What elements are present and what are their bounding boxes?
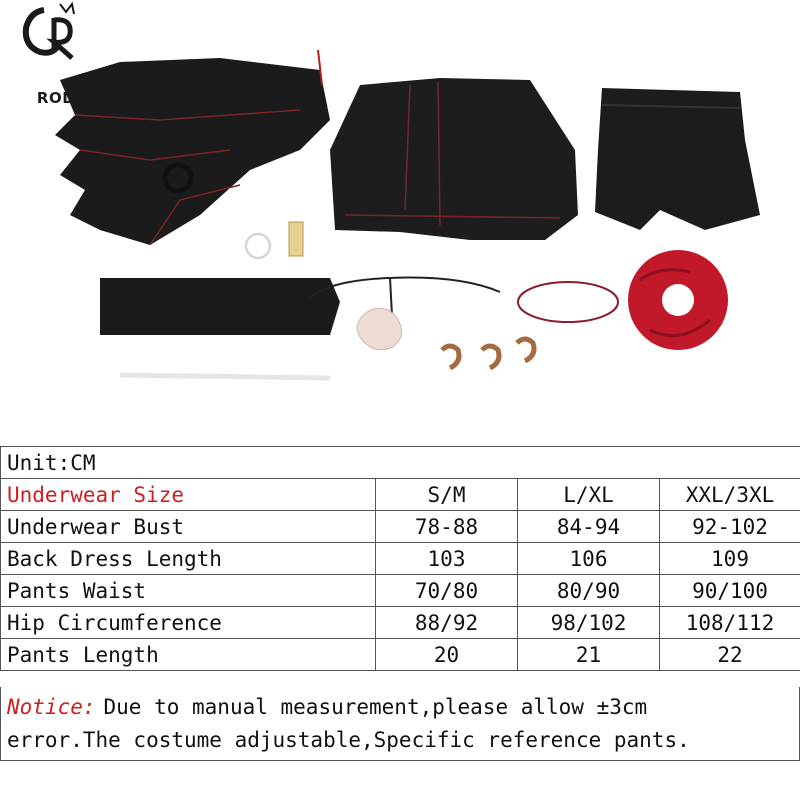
header-label: Underwear Size <box>1 479 376 511</box>
rolecos-logo-icon <box>0 0 110 90</box>
table-cell: 22 <box>660 639 800 671</box>
notice-line-1 <box>7 691 799 724</box>
table-cell: 80/90 <box>518 575 660 607</box>
row-label: Pants Length <box>1 639 376 671</box>
table-cell: 108/112 <box>660 607 800 639</box>
notice-text-2: error.The costume adjustable,Specific reference pants. <box>7 728 690 752</box>
table-cell: 90/100 <box>660 575 800 607</box>
table-cell: 20 <box>376 639 518 671</box>
bra-strap <box>120 375 330 378</box>
unit-label: Unit:CM <box>1 447 800 479</box>
table-row <box>1 575 800 607</box>
nipple-cover <box>357 308 402 350</box>
hair-clips <box>289 222 303 256</box>
header-row <box>1 479 800 511</box>
black-headband-item <box>100 278 340 335</box>
row-label: Underwear Bust <box>1 511 376 543</box>
table-row <box>1 607 800 639</box>
table-row <box>1 543 800 575</box>
unit-row <box>1 447 800 479</box>
table-cell: 98/102 <box>518 607 660 639</box>
size-chart-table <box>0 446 800 671</box>
row-label: Pants Waist <box>1 575 376 607</box>
notice-text-1: Due to manual measurement,please allow ±3cm <box>103 695 648 719</box>
clear-ring <box>246 234 270 258</box>
notice-label: Notice: <box>7 695 96 719</box>
black-shorts-item <box>595 88 760 230</box>
row-label: Back Dress Length <box>1 543 376 575</box>
table-cell: 21 <box>518 639 660 671</box>
table-cell: 109 <box>660 543 800 575</box>
table-cell: 70/80 <box>376 575 518 607</box>
table-cell: 78-88 <box>376 511 518 543</box>
earrings-item <box>442 339 534 368</box>
table-cell: 106 <box>518 543 660 575</box>
table-cell: 103 <box>376 543 518 575</box>
table-row <box>1 511 800 543</box>
choker-necklace <box>310 278 500 298</box>
brand-logo-text: ROLECOS <box>36 89 120 107</box>
black-dress-item <box>330 78 578 240</box>
size-header: L/XL <box>518 479 660 511</box>
table-cell: 84-94 <box>518 511 660 543</box>
table-cell: 92-102 <box>660 511 800 543</box>
size-header: S/M <box>376 479 518 511</box>
red-scrunchie-item <box>628 250 728 350</box>
red-necklace <box>518 282 618 322</box>
table-row <box>1 639 800 671</box>
table-cell: 88/92 <box>376 607 518 639</box>
row-label: Hip Circumference <box>1 607 376 639</box>
notice-box <box>0 687 800 761</box>
size-header: XXL/3XL <box>660 479 800 511</box>
